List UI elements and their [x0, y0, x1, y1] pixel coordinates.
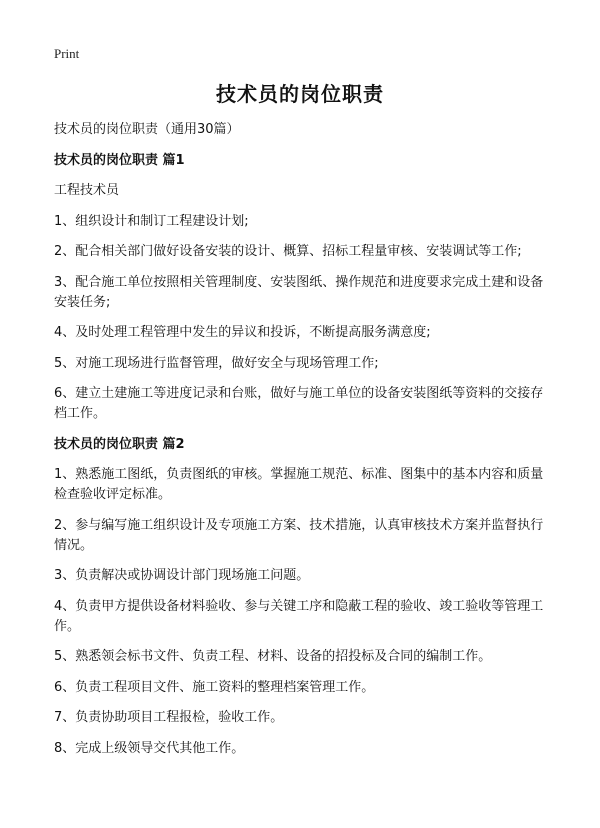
section-1-paragraph: 3、配合施工单位按照相关管理制度、安装图纸、操作规范和进度要求完成土建和设备安装任务;	[54, 274, 544, 310]
section-1-paragraph: 5、对施工现场进行监督管理，做好安全与现场管理工作;	[54, 355, 379, 371]
section-2-paragraph: 2、参与编写施工组织设计及专项施工方案、技术措施，认真审核技术方案并监督执行情况。	[54, 517, 544, 553]
section-1-paragraph: 6、建立土建施工等进度记录和台账，做好与施工单位的设备安装图纸等资料的交接存档工作。	[54, 386, 544, 421]
section-heading-2: 技术员的岗位职责 篇2	[54, 436, 185, 452]
section-1-paragraph: 1、组织设计和制订工程建设计划;	[54, 213, 249, 229]
page-title: 技术员的岗位职责	[216, 82, 384, 106]
section-2-paragraph: 3、负责解决或协调设计部门现场施工问题。	[54, 568, 310, 583]
section-2-paragraph: 1、熟悉施工图纸，负责图纸的审核。掌握施工规范、标准、图集中的基本内容和质量检查验收评定标准。	[54, 467, 544, 502]
section-2-paragraph: 7、负责协助项目工程报检，验收工作。	[54, 710, 284, 725]
section-1-paragraph: 4、及时处理工程管理中发生的异议和投诉，不断提高服务满意度;	[54, 325, 431, 340]
print-link[interactable]: Print	[54, 46, 80, 61]
section-1-paragraph: 工程技术员	[54, 183, 120, 198]
section-2-paragraph: 6、负责工程项目文件、施工资料的整理档案管理工作。	[54, 679, 375, 695]
intro-text: 技术员的岗位职责（通用30篇）	[54, 122, 240, 137]
document-body	[54, 120, 544, 769]
section-2-paragraph: 8、完成上级领导交代其他工作。	[54, 740, 245, 756]
section-2-paragraph: 5、熟悉领会标书文件、负责工程、材料、设备的招投标及合同的编制工作。	[54, 649, 492, 664]
section-heading-1: 技术员的岗位职责 篇1	[54, 152, 185, 168]
section-2-paragraph: 4、负责甲方提供设备材料验收、参与关键工序和隐蔽工程的验收、竣工验收等管理工作。	[54, 598, 544, 634]
section-1-paragraph: 2、配合相关部门做好设备安装的设计、概算、招标工程量审核、安装调试等工作;	[54, 244, 522, 259]
